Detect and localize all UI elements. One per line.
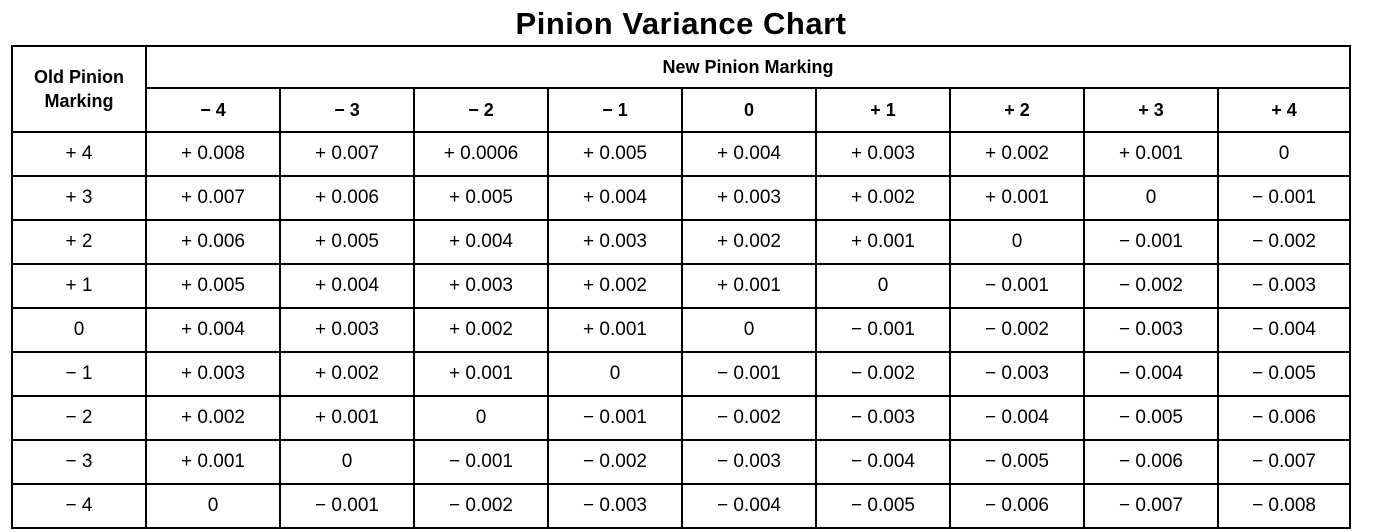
table-cell: − 0.007 <box>1218 440 1350 484</box>
table-cell: − 0.004 <box>950 396 1084 440</box>
table-cell: 0 <box>682 308 816 352</box>
table-row <box>12 352 1350 396</box>
row-label: − 1 <box>12 352 146 396</box>
table-cell: + 0.004 <box>414 220 548 264</box>
old-pinion-marking-header: Old Pinion Marking <box>12 46 146 132</box>
table-cell: + 0.002 <box>950 132 1084 176</box>
table-cell: + 0.002 <box>280 352 414 396</box>
table-cell: − 0.001 <box>280 484 414 528</box>
table-row <box>12 484 1350 528</box>
table-cell: + 0.004 <box>146 308 280 352</box>
table-cell: + 0.003 <box>146 352 280 396</box>
table-body <box>12 132 1350 528</box>
table-cell: − 0.003 <box>950 352 1084 396</box>
table-cell: 0 <box>1218 132 1350 176</box>
table-row <box>12 396 1350 440</box>
table-cell: + 0.004 <box>280 264 414 308</box>
table-cell: + 0.003 <box>816 132 950 176</box>
table-cell: − 0.001 <box>1218 176 1350 220</box>
table-cell: + 0.007 <box>280 132 414 176</box>
table-cell: + 0.002 <box>816 176 950 220</box>
column-header: 0 <box>682 88 816 132</box>
row-label: − 2 <box>12 396 146 440</box>
table-cell: − 0.003 <box>1218 264 1350 308</box>
table-cell: + 0.005 <box>414 176 548 220</box>
table-cell: + 0.006 <box>280 176 414 220</box>
table-cell: − 0.002 <box>1084 264 1218 308</box>
table-cell: 0 <box>1084 176 1218 220</box>
table-cell: + 0.004 <box>548 176 682 220</box>
table-cell: + 0.003 <box>682 176 816 220</box>
column-header: + 3 <box>1084 88 1218 132</box>
table-cell: − 0.001 <box>816 308 950 352</box>
table-cell: 0 <box>548 352 682 396</box>
table-cell: 0 <box>414 396 548 440</box>
table-cell: + 0.001 <box>1084 132 1218 176</box>
table-cell: + 0.006 <box>146 220 280 264</box>
column-header: − 2 <box>414 88 548 132</box>
table-cell: − 0.001 <box>414 440 548 484</box>
table-cell: − 0.003 <box>682 440 816 484</box>
table-cell: − 0.005 <box>1218 352 1350 396</box>
table-cell: − 0.001 <box>950 264 1084 308</box>
column-header: + 1 <box>816 88 950 132</box>
table-cell: + 0.002 <box>146 396 280 440</box>
table-cell: − 0.001 <box>1084 220 1218 264</box>
table-row <box>12 308 1350 352</box>
table-row <box>12 440 1350 484</box>
row-label: − 4 <box>12 484 146 528</box>
table-cell: + 0.001 <box>146 440 280 484</box>
table-cell: 0 <box>280 440 414 484</box>
table-cell: + 0.001 <box>682 264 816 308</box>
table-cell: + 0.004 <box>682 132 816 176</box>
table-cell: − 0.005 <box>1084 396 1218 440</box>
table-cell: 0 <box>146 484 280 528</box>
table-cell: − 0.007 <box>1084 484 1218 528</box>
row-label: − 3 <box>12 440 146 484</box>
table-cell: + 0.008 <box>146 132 280 176</box>
page-title: Pinion Variance Chart <box>515 6 847 41</box>
table-cell: + 0.001 <box>950 176 1084 220</box>
row-label: + 2 <box>12 220 146 264</box>
table-row <box>12 132 1350 176</box>
column-header: − 4 <box>146 88 280 132</box>
row-label: + 3 <box>12 176 146 220</box>
table-cell: + 0.003 <box>280 308 414 352</box>
table-cell: − 0.004 <box>1084 352 1218 396</box>
table-cell: − 0.005 <box>816 484 950 528</box>
table-cell: + 0.005 <box>280 220 414 264</box>
table-row <box>12 264 1350 308</box>
column-header: + 4 <box>1218 88 1350 132</box>
table-cell: − 0.002 <box>950 308 1084 352</box>
table-cell: + 0.002 <box>414 308 548 352</box>
column-header: + 2 <box>950 88 1084 132</box>
table-cell: + 0.005 <box>146 264 280 308</box>
column-header-row <box>12 88 1350 132</box>
table-row <box>12 220 1350 264</box>
table-cell: − 0.003 <box>816 396 950 440</box>
table-cell: + 0.007 <box>146 176 280 220</box>
table-row <box>12 176 1350 220</box>
row-label: + 4 <box>12 132 146 176</box>
table-cell: + 0.001 <box>548 308 682 352</box>
table-cell: + 0.002 <box>682 220 816 264</box>
table-cell: − 0.001 <box>682 352 816 396</box>
table-cell: + 0.003 <box>548 220 682 264</box>
table-cell: + 0.001 <box>816 220 950 264</box>
table-cell: − 0.001 <box>548 396 682 440</box>
table-cell: + 0.005 <box>548 132 682 176</box>
table-cell: − 0.006 <box>950 484 1084 528</box>
table-cell: − 0.002 <box>682 396 816 440</box>
table-cell: − 0.002 <box>816 352 950 396</box>
table-cell: − 0.002 <box>1218 220 1350 264</box>
pinion-variance-table <box>11 45 1351 529</box>
table-cell: − 0.006 <box>1084 440 1218 484</box>
table-cell: + 0.001 <box>414 352 548 396</box>
table-cell: + 0.003 <box>414 264 548 308</box>
column-header: − 3 <box>280 88 414 132</box>
new-pinion-marking-header: New Pinion Marking <box>146 46 1350 88</box>
table-cell: − 0.004 <box>682 484 816 528</box>
table-cell: + 0.001 <box>280 396 414 440</box>
table-cell: 0 <box>816 264 950 308</box>
table-cell: − 0.003 <box>1084 308 1218 352</box>
column-header: − 1 <box>548 88 682 132</box>
table-cell: − 0.008 <box>1218 484 1350 528</box>
table-cell: − 0.006 <box>1218 396 1350 440</box>
table-cell: + 0.0006 <box>414 132 548 176</box>
table-cell: − 0.005 <box>950 440 1084 484</box>
row-label: 0 <box>12 308 146 352</box>
table-cell: 0 <box>950 220 1084 264</box>
table-cell: − 0.004 <box>1218 308 1350 352</box>
table-cell: − 0.002 <box>548 440 682 484</box>
table-cell: − 0.003 <box>548 484 682 528</box>
table-cell: + 0.002 <box>548 264 682 308</box>
row-label: + 1 <box>12 264 146 308</box>
table-cell: − 0.002 <box>414 484 548 528</box>
table-cell: − 0.004 <box>816 440 950 484</box>
